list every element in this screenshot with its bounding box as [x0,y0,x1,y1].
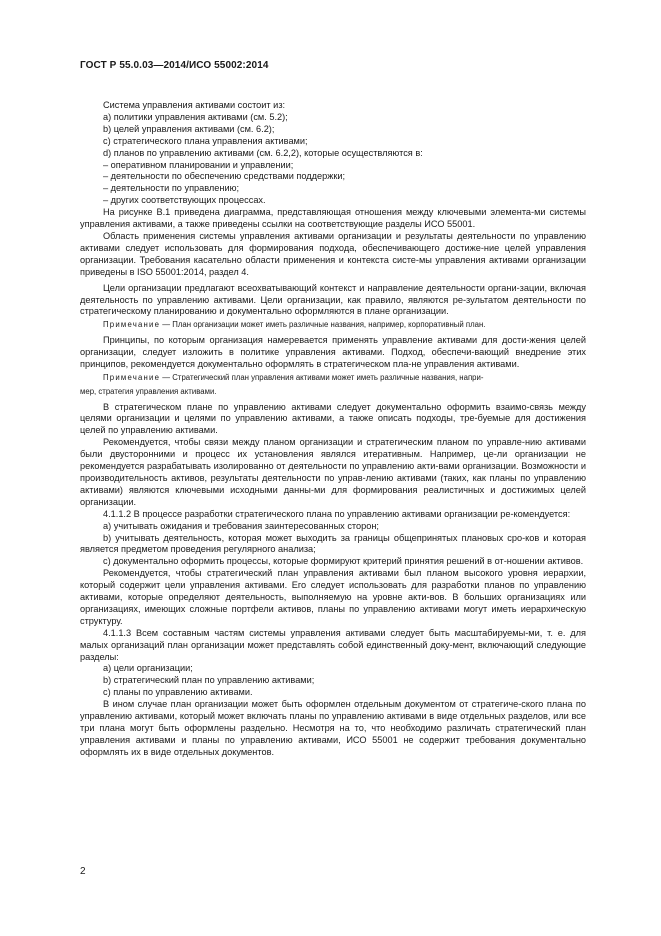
note-label: Примечание [103,372,161,382]
paragraph-text: – оперативном планировании и управлении; [103,159,294,170]
paragraph [80,687,586,699]
paragraph-text: Рекомендуется, чтобы связи между планом организации и стратегическим планом по управле-нию активами были двусторонними и процесс их установления являлся итеративным. Например, це-ли организации не рекомендуется разрабатывать изолированно от деятельности по управлению акти-вами организации. Возможности и производительность активов, результаты деятельности по управ-лению активами (таких, как планы по управлению активами) являются ключевыми исходными данны-ми для формирования реалистичных и достижимых целей организации. [80,437,586,507]
paragraph [80,148,586,160]
paragraph [80,100,586,112]
paragraph-text: — Стратегический план управления активами может иметь различные названия, напри- [160,372,484,382]
paragraph [80,195,586,207]
paragraph-text: – деятельности по управлению; [103,183,240,194]
note-paragraph [80,387,586,398]
paragraph-text: b) целей управления активами (см. 6.2); [103,123,275,134]
paragraph-text: 4.1.1.3 Всем составным частям системы управления активами следует быть масштабируемы-ми, т. е. для малых организаций план организации может представлять собой единственный доку-мент, включающий следующие разделы: [80,627,586,662]
paragraph-text: a) учитывать ожидания и требования заинтересованных сторон; [103,520,379,531]
paragraph-text: a) политики управления активами (см. 5.2); [103,111,288,122]
paragraph-text: b) стратегический план по управлению активами; [103,675,315,686]
paragraph [80,663,586,675]
paragraph [80,160,586,172]
paragraph-text: мер, стратегия управления активами. [80,387,217,397]
paragraph [80,183,586,195]
paragraph-text: — План организации может иметь различные названия, например, корпоративный план. [160,320,486,330]
note-paragraph [80,320,586,331]
paragraph-text: c) планы по управлению активами. [103,687,253,698]
paragraph [80,335,586,371]
paragraph-text: 4.1.1.2 В процессе разработки стратегического плана по управлению активами организации ре-комендуется: [103,508,571,519]
paragraph [80,699,586,759]
paragraph-text: Принципы, по которым организация намеревается применять управление активами для дости-жения целей организации, следует изложить в политике управления активами. Подход, обеспечи-вающий внедрение этих принципов, рекомендуется документально оформлять в стратегическом пла-не управления активами. [80,334,586,369]
note-label: Примечание [103,320,161,330]
paragraph [80,628,586,664]
paragraph [80,112,586,124]
paragraph-text: – деятельности по обеспечению средствами поддержки; [103,171,346,182]
paragraph [80,207,586,231]
paragraph [80,437,586,508]
paragraph [80,283,586,319]
paragraph-text: В ином случае план организации может быть оформлен отдельным документом от стратегиче-ского плана по управлению активами, который может включать планы по управлению активами в виде отдельных разделов, или все три плана могут быть оформлены раздельно. Несмотря на то, что необходимо различать стратегический план управления активами и планы по управлению активами, ИСО 55001 не содержит требования документально оформлять их в виде отдельных документов. [80,699,586,757]
note-paragraph [80,373,586,384]
paragraph-text: Цели организации предлагают всеохватывающий контекст и направление деятельности органи-зации, включая деятельность по управлению активами. Цели организации, как правило, являются ре-зультатом деятельности по стратегическому планированию и документально оформляются в плане организации. [80,282,586,317]
paragraph-text: c) стратегического плана управления активами; [103,135,308,146]
paragraph-text: c) документально оформить процессы, которые формируют критерий принятия решений в от-ношении активов. [103,556,584,567]
paragraph [80,556,586,568]
page-number: 2 [80,866,86,877]
paragraph [80,231,586,279]
paragraph-text: Рекомендуется, чтобы стратегический план управления активами был планом высокого уровня иерархии, который содержит цели управления активами. Его следует использовать для разработки планов по управлению активами, которые определяют деятельность, выполняемую на уровне акти-вов. В больших организациях или организациях, имеющих сложные портфели активов, планы по управлению активами могут иметь иерархическую структуру. [80,568,586,626]
paragraph [80,171,586,183]
paragraph [80,136,586,148]
paragraph [80,568,586,628]
paragraph [80,521,586,533]
paragraph-text: – других соответствующих процессах. [103,195,266,206]
document-header: ГОСТ Р 55.0.03—2014/ИСО 55002:2014 [80,60,269,71]
paragraph-text: Область применения системы управления активами организации и результаты деятельности по управлению активами следует использовать для формирования подхода, обеспечивающего достиже-ние целей управления организации. Требования касательно области применения и контекста систе-мы управления активами организации приведены в ISO 55001:2014, раздел 4. [80,230,586,277]
paragraph-text: d) планов по управлению активами (см. 6.2,2), которые осуществляются в: [103,147,423,158]
document-body [80,100,586,759]
paragraph-text: На рисунке В.1 приведена диаграмма, представляющая отношения между ключевыми элемента-ми системы управления активами, а также приведены ссылки на соответствующие разделы ИСО 55001. [80,207,586,230]
paragraph-text: b) учитывать деятельность, которая может выходить за границы общепринятых плановых сро-ков и которая является предметом проведения регулярного анализа; [80,532,586,555]
paragraph [80,533,586,557]
paragraph-text: В стратегическом плане по управлению активами следует документально оформить взаимо-связь между целями организации и целями по управлению активами, а также описать подходы, тре-буемые для достижения целей по управлению активами. [80,401,586,436]
paragraph [80,675,586,687]
paragraph [80,124,586,136]
paragraph [80,509,586,521]
paragraph-text: a) цели организации; [103,663,193,674]
paragraph-text: Система управления активами состоит из: [103,100,286,110]
paragraph [80,402,586,438]
